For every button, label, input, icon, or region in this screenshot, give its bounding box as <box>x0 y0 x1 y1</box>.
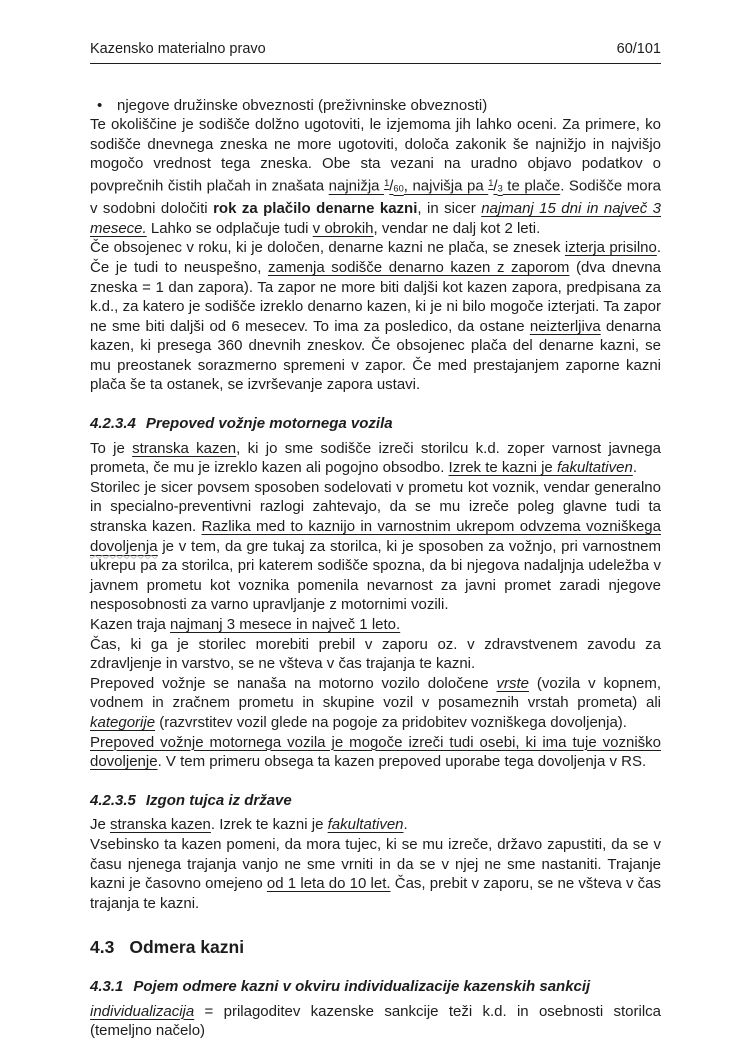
text-run: Razlika med to kaznijo in varnostnim ukrepom odvzema vozniškega <box>201 518 661 536</box>
section-heading <box>90 791 661 811</box>
heading-number: 4.3.1 <box>90 977 124 995</box>
heading-number: 4.3 <box>90 937 115 958</box>
text-run: 3 <box>497 183 503 194</box>
paragraph <box>90 733 661 772</box>
text-run: kategorije <box>90 713 156 731</box>
paragraph <box>90 615 661 635</box>
section-heading <box>90 938 661 958</box>
text-run: stranska kazen <box>132 439 237 457</box>
heading-number: 4.2.3.4 <box>90 415 136 433</box>
text-run: / <box>389 177 394 195</box>
text-run: 1 <box>384 177 390 188</box>
text-run: Storilec je sicer povsem sposoben sodelovati v prometu kot voznik, vendar generalno in specialno-preventivni razlogi zahtevajo, da se mu izreče poleg glavne tudi ta stranska kazen. <box>90 478 661 536</box>
page-number: 60/101 <box>616 41 661 57</box>
text-run: . <box>403 816 408 834</box>
heading-title: Odmera kazni <box>129 937 245 958</box>
text-run: vrste <box>496 674 530 692</box>
heading-title: Prepoved vožnje motornega vozila <box>145 415 393 433</box>
text-run: = prilagoditev kazenske sankcije teži k.d. in osebnosti storilca (temeljno načelo) <box>90 1002 661 1040</box>
paragraph <box>90 1002 661 1041</box>
heading-title: Izgon tujca iz države <box>145 791 292 809</box>
text-run: najmanj 15 dni in največ 3 mesece. <box>90 200 662 237</box>
text-run: stranska kazen <box>110 816 211 834</box>
text-run: Prepoved vožnje motornega vozila je mogoče izreči tudi osebi, ki ima tuje vozniško dovoljenje <box>90 733 661 771</box>
text-run: Prepoved vožnje se nanaša na motorno vozilo določene <box>90 674 497 692</box>
text-run: Izrek te kazni je <box>448 459 557 477</box>
text-run: . V tem primeru obsega ta kazen prepoved uporabe tega dovoljenja v RS. <box>157 753 647 771</box>
text-run: fakultativen <box>556 459 633 477</box>
paragraph <box>90 439 661 478</box>
text-run: / <box>493 177 498 195</box>
paragraph <box>90 674 661 733</box>
text-run: (razvrstitev vozil glede na pogoje za pridobitev vozniškega dovoljenja). <box>155 713 627 731</box>
running-title: Kazensko materialno pravo <box>90 41 266 57</box>
text-run: rok za plačilo denarne kazni <box>213 200 418 218</box>
page-header <box>90 40 661 64</box>
heading-title: Pojem odmere kazni v okviru individualizacije kazenskih sankcij <box>133 977 591 995</box>
document-body <box>90 96 661 1041</box>
text-run: To je <box>90 439 133 457</box>
text-run: dovoljenja <box>90 537 158 555</box>
text-run: Te okoliščine je sodišče dolžno ugotoviti, le izjemoma jih lahko oceni. Za primere, ko sodišče dnevnega zneska ne more ugotoviti, določa zakonik še najnižjo in najvišjo mogočo vrednost tega zneska. Obe sta vezani na uradno objavo podatkov o povprečnih čistih plačah in znašata <box>90 116 661 195</box>
bullet-item <box>90 96 661 116</box>
paragraph <box>90 478 661 615</box>
paragraph <box>90 635 661 674</box>
section-heading <box>90 977 661 997</box>
text-run: 1 <box>488 177 494 188</box>
text-run: neizterljiva <box>529 317 601 335</box>
text-run: . Sodišče mora v sodobni določiti <box>90 177 661 218</box>
text-run: , najvišja pa <box>403 177 489 195</box>
text-run: izterja prisilno <box>564 239 657 257</box>
paragraph <box>90 115 661 238</box>
text-run: . Če je tudi to neuspešno, <box>90 239 662 276</box>
text-run: najnižja <box>328 177 385 195</box>
text-run: individualizacija <box>90 1002 195 1020</box>
text-run: Vsebinsko ta kazen pomeni, da mora tujec, ki se mu izreče, državo zapustiti, da se v času njenega trajanja vanjo ne sme vrniti in da se v njej ne sme nastaniti. Trajanje kazni je časovno omejeno <box>90 835 661 893</box>
text-run: . <box>632 459 637 477</box>
heading-number: 4.2.3.5 <box>90 791 136 809</box>
text-run: Kazen traja <box>90 616 171 633</box>
text-run: Je <box>90 816 111 834</box>
paragraph <box>90 815 661 835</box>
text-run: , in sicer <box>417 200 482 218</box>
text-run: , vendar ne dalj kot 2 leti. <box>373 219 541 237</box>
text-run: , ki jo sme sodišče izreči storilcu k.d. zoper varnost javnega prometa, če mu je izreklo kazen ali pogojno obsodbo. <box>90 439 661 477</box>
text-run: od 1 leta do 10 let. <box>266 875 391 893</box>
text-run: Čas, prebit v zaporu, se ne všteva v čas trajanja te kazni. <box>90 875 661 912</box>
text-run: fakultativen <box>327 816 404 834</box>
text-run: Čas, ki ga je storilec morebiti prebil v zaporu oz. v zdravstvenem zavodu za zdravljenje in varstvo, se ne všteva v čas trajanja te kazni. <box>90 635 661 673</box>
text-run: denarna kazen, ki presega 360 dnevnih zneskov. Če obsojenec plača del denarne kazni, se mu preostanek sorazmerno spremeni v zapor. Če med prestajanjem zaporne kazni plača še ta ostanek, se izvrševanje zapora ustavi. <box>90 317 662 394</box>
text-run: njegove družinske obveznosti (preživninske obveznosti) <box>117 96 488 114</box>
text-run: Lahko se odplačuje tudi <box>146 219 313 237</box>
text-run: te plače <box>502 177 561 195</box>
text-run: zamenja sodišče denarno kazen z zaporom <box>268 258 570 276</box>
paragraph <box>90 238 661 395</box>
text-run: (vozila v kopnem, vodnem in zračnem prometu in skupine vozil v posameznih vrstah prometa) ali <box>90 674 661 712</box>
text-run: . Izrek te kazni je <box>210 816 328 834</box>
text-run: je v tem, da gre tukaj za storilca, ki je sposoben za vožnjo, pri varnostnem ukrepu pa za storilca, pri katerem sodišče spozna, da bi njegova nadaljnja udeležba v javnem prometu kot voznika pomenila nevarnost za javni promet zaradi njegove nesposobnosti za varno upravljanje z motornimi vozili. <box>90 537 661 614</box>
text-run: Če obsojenec v roku, ki je določen, denarne kazni ne plača, se znesek <box>90 239 565 257</box>
section-heading <box>90 414 661 434</box>
text-run: (dva dnevna zneska = 1 dan zapora). Ta zapor ne more biti daljši kot kazen zapora, predpisana za k.d., za katero je sodišče izreklo denarno kazen, ki je ni bilo mogoče izterjati. Ta zapor ne sme biti daljši od 6 mesecev. To ima za posledico, da ostane <box>90 258 661 335</box>
text-run: v obrokih <box>312 219 374 237</box>
text-run: 60 <box>393 183 404 194</box>
paragraph <box>90 835 661 913</box>
text-run: najmanj 3 mesece in največ 1 leto. <box>170 616 401 633</box>
